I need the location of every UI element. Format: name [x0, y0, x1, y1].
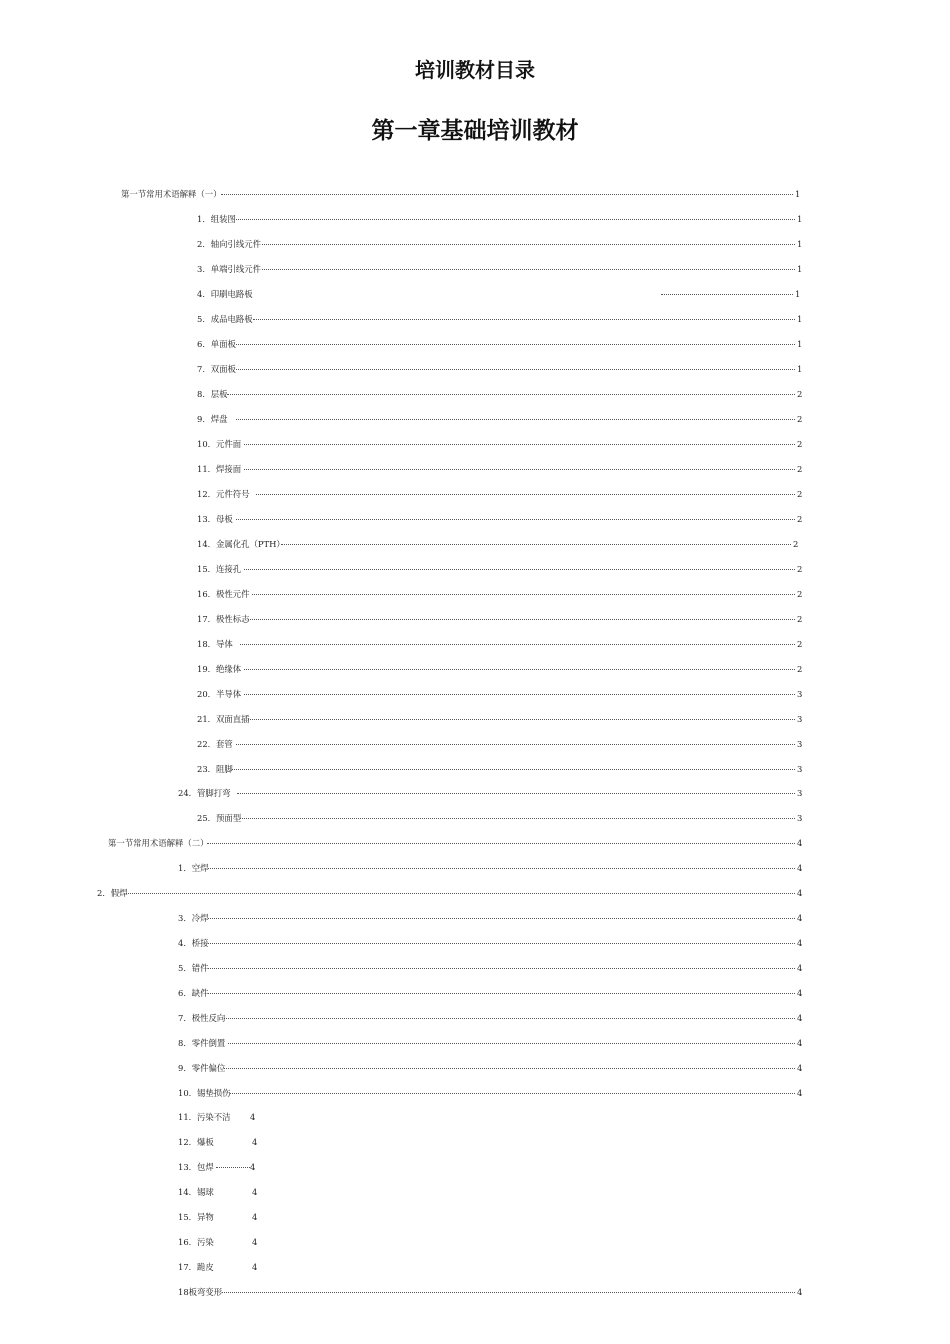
toc-entry-page: 4 [797, 1063, 803, 1073]
toc-entry-label: 3．冷焊 [178, 913, 209, 923]
toc-entry[interactable] [178, 936, 805, 950]
toc-entry-page: 3 [797, 764, 803, 774]
toc-dot-leader [661, 294, 793, 295]
toc-entry[interactable] [178, 1086, 805, 1100]
toc-entry[interactable] [178, 1036, 805, 1050]
chapter-title: 第一章基础培训教材 [371, 118, 579, 144]
toc-entry-label: 14．金属化孔（PTH） [197, 539, 285, 549]
toc-entry-page: 2 [797, 389, 803, 399]
toc-entry-label: 16．极性元件 [197, 589, 250, 599]
toc-entry[interactable] [178, 911, 805, 925]
toc-entry-page: 1 [797, 214, 803, 224]
toc-entry-page: 4 [252, 1137, 258, 1147]
toc-entry-page: 3 [797, 813, 803, 823]
toc-entry[interactable] [197, 387, 805, 401]
toc-entry-page: 2 [797, 439, 803, 449]
toc-entry-label: 8．层板 [197, 389, 228, 399]
toc-entry-page: 4 [797, 988, 803, 998]
toc-entry-page: 1 [797, 364, 803, 374]
toc-dot-leader [236, 219, 795, 220]
toc-entry[interactable] [197, 612, 805, 626]
toc-entry-page: 3 [797, 714, 803, 724]
toc-entry[interactable] [197, 762, 805, 776]
toc-entry-page: 4 [797, 913, 803, 923]
toc-dot-leader [252, 594, 795, 595]
toc-entry[interactable] [197, 537, 801, 551]
toc-dot-leader [208, 968, 795, 969]
toc-entry-label: 24．管脚打弯 [178, 788, 231, 798]
toc-entry[interactable] [197, 212, 805, 226]
toc-entry-label: 3．单端引线元件 [197, 264, 261, 274]
toc-entry-label: 6．单面板 [197, 339, 236, 349]
toc-entry[interactable] [197, 437, 805, 451]
toc-entry[interactable] [178, 1011, 805, 1025]
toc-entry[interactable] [197, 562, 805, 576]
toc-entry-label: 4．印刷电路板 [197, 289, 253, 299]
toc-entry[interactable] [178, 1285, 805, 1299]
toc-entry[interactable] [178, 1061, 805, 1075]
toc-dot-leader [222, 1292, 795, 1293]
toc-dot-leader [248, 619, 795, 620]
toc-entry-label: 23．阻脚 [197, 764, 233, 774]
toc-dot-leader [256, 494, 795, 495]
toc-entry[interactable] [178, 1260, 260, 1274]
toc-entry-label: 15．异物 [178, 1212, 214, 1222]
toc-entry-label: 14．锡球 [178, 1187, 214, 1197]
toc-entry-label: 21．双面直插 [197, 714, 250, 724]
toc-entry-page: 1 [795, 189, 801, 199]
toc-entry[interactable] [197, 687, 805, 701]
toc-entry-label: 12．爆板 [178, 1137, 214, 1147]
toc-entry-page: 2 [797, 664, 803, 674]
toc-entry[interactable] [197, 462, 805, 476]
toc-entry[interactable] [178, 1160, 258, 1174]
toc-dot-leader [244, 694, 795, 695]
toc-dot-leader [208, 943, 795, 944]
toc-entry-label: 25．预面型 [197, 813, 242, 823]
toc-entry-page: 2 [797, 414, 803, 424]
toc-dot-leader [253, 319, 795, 320]
toc-entry-page: 4 [797, 1287, 803, 1297]
toc-entry[interactable] [197, 312, 805, 326]
toc-entry-label: 17．跪皮 [178, 1262, 214, 1272]
toc-entry-page: 4 [797, 1088, 803, 1098]
toc-entry[interactable] [178, 786, 805, 800]
toc-dot-leader [230, 1093, 795, 1094]
toc-dot-leader [208, 993, 795, 994]
toc-dot-leader [244, 444, 795, 445]
toc-dot-leader [262, 244, 795, 245]
toc-entry-page: 4 [250, 1162, 256, 1172]
toc-entry-label: 19．绝缘体 [197, 664, 242, 674]
toc-entry[interactable] [197, 737, 805, 751]
toc-entry-page: 1 [797, 314, 803, 324]
toc-entry-label: 16．污染 [178, 1237, 214, 1247]
toc-entry-page: 2 [797, 564, 803, 574]
toc-entry[interactable] [197, 587, 805, 601]
toc-dot-leader [236, 419, 795, 420]
toc-dot-leader [228, 1043, 795, 1044]
toc-entry[interactable] [197, 712, 805, 726]
toc-entry[interactable] [178, 1210, 260, 1224]
toc-dot-leader [244, 469, 795, 470]
toc-dot-leader [236, 519, 795, 520]
toc-dot-leader [216, 1167, 250, 1168]
toc-dot-leader [237, 793, 795, 794]
toc-entry-label: 6．缺件 [178, 988, 209, 998]
toc-entry-label: 7．双面板 [197, 364, 236, 374]
toc-entry[interactable] [197, 262, 805, 276]
toc-entry[interactable] [197, 662, 805, 676]
toc-entry-label: 7．极性反向 [178, 1013, 226, 1023]
toc-entry-page: 2 [797, 639, 803, 649]
toc-entry-page: 1 [797, 239, 803, 249]
toc-entry-page: 3 [797, 788, 803, 798]
toc-entry-label: 12．元件符号 [197, 489, 250, 499]
toc-entry-label: 9．零件偏位 [178, 1063, 226, 1073]
toc-dot-leader [126, 893, 795, 894]
toc-entry-label: 2．假焊 [97, 888, 128, 898]
toc-entry-page: 2 [797, 514, 803, 524]
toc-entry[interactable] [197, 412, 805, 426]
toc-entry-label: 22．套管 [197, 739, 233, 749]
toc-dot-leader [236, 344, 795, 345]
toc-entry-label: 13．母板 [197, 514, 233, 524]
toc-entry-page: 1 [795, 289, 801, 299]
document-title: 培训教材目录 [415, 58, 535, 82]
toc-entry-page: 4 [797, 938, 803, 948]
toc-dot-leader [221, 194, 793, 195]
toc-entry-page: 4 [252, 1212, 258, 1222]
toc-entry-page: 3 [797, 739, 803, 749]
toc-entry-label: 18．导体 [197, 639, 233, 649]
toc-entry-label: 第一节常用术语解释（二） [108, 838, 209, 848]
toc-entry[interactable] [178, 861, 805, 875]
toc-entry-page: 4 [797, 863, 803, 873]
toc-dot-leader [236, 369, 795, 370]
toc-entry-page: 4 [797, 1038, 803, 1048]
toc-entry[interactable] [197, 337, 805, 351]
toc-dot-leader [227, 394, 795, 395]
toc-entry-label: 5．错件 [178, 963, 209, 973]
toc-dot-leader [207, 843, 795, 844]
toc-entry[interactable] [197, 287, 803, 301]
toc-dot-leader [281, 544, 791, 545]
toc-entry-page: 3 [797, 689, 803, 699]
toc-entry-page: 4 [250, 1112, 256, 1122]
toc-entry[interactable] [197, 811, 805, 825]
toc-entry-label: 4．桥接 [178, 938, 209, 948]
toc-entry-label: 18板弯变形 [178, 1287, 223, 1297]
toc-entry-page: 4 [252, 1187, 258, 1197]
toc-dot-leader [244, 569, 795, 570]
toc-entry-label: 第一节常用术语解释（一） [121, 189, 222, 199]
toc-entry[interactable] [178, 986, 805, 1000]
toc-entry-label: 2．轴向引线元件 [197, 239, 261, 249]
toc-entry-label: 13．包焊 [178, 1162, 214, 1172]
toc-entry[interactable] [197, 362, 805, 376]
toc-entry[interactable] [97, 886, 805, 900]
toc-entry-page: 4 [252, 1237, 258, 1247]
toc-entry-page: 4 [797, 838, 803, 848]
toc-entry-page: 2 [797, 489, 803, 499]
toc-entry-label: 15．连接孔 [197, 564, 242, 574]
toc-entry-page: 4 [797, 1013, 803, 1023]
toc-entry-page: 4 [797, 963, 803, 973]
toc-entry-page: 2 [797, 589, 803, 599]
toc-dot-leader [248, 719, 795, 720]
toc-entry[interactable] [108, 836, 805, 850]
toc-entry[interactable] [121, 187, 803, 201]
toc-dot-leader [262, 269, 795, 270]
toc-entry-label: 10．锡垫损伤 [178, 1088, 231, 1098]
toc-entry-page: 2 [797, 464, 803, 474]
toc-entry-page: 2 [793, 539, 799, 549]
toc-dot-leader [236, 744, 795, 745]
toc-dot-leader [240, 818, 795, 819]
toc-entry-page: 1 [797, 339, 803, 349]
toc-entry[interactable] [178, 961, 805, 975]
toc-entry-label: 1．空焊 [178, 863, 209, 873]
toc-dot-leader [240, 644, 795, 645]
toc-entry[interactable] [197, 637, 805, 651]
toc-dot-leader [208, 918, 795, 919]
toc-entry-page: 4 [252, 1262, 258, 1272]
toc-entry[interactable] [178, 1110, 258, 1124]
toc-dot-leader [232, 769, 795, 770]
toc-entry-page: 1 [797, 264, 803, 274]
toc-entry-label: 11．污染不洁 [178, 1112, 231, 1122]
toc-dot-leader [224, 1068, 795, 1069]
toc-entry-label: 17．极性标志 [197, 614, 250, 624]
toc-entry-label: 8．零件倒置 [178, 1038, 226, 1048]
toc-dot-leader [244, 669, 795, 670]
toc-entry[interactable] [178, 1235, 260, 1249]
toc-entry-label: 9．焊盘 [197, 414, 228, 424]
toc-entry-label: 20．半导体 [197, 689, 242, 699]
toc-entry[interactable] [197, 487, 805, 501]
toc-entry-label: 1．组装图 [197, 214, 236, 224]
toc-dot-leader [208, 868, 795, 869]
toc-entry[interactable] [178, 1185, 260, 1199]
toc-entry-page: 4 [797, 888, 803, 898]
toc-entry[interactable] [197, 512, 805, 526]
toc-entry-label: 10．元件面 [197, 439, 242, 449]
toc-entry-label: 5．成品电路板 [197, 314, 253, 324]
toc-entry-label: 11．焊接面 [197, 464, 242, 474]
toc-dot-leader [224, 1018, 795, 1019]
toc-entry[interactable] [178, 1135, 260, 1149]
toc-entry-page: 2 [797, 614, 803, 624]
toc-entry[interactable] [197, 237, 805, 251]
